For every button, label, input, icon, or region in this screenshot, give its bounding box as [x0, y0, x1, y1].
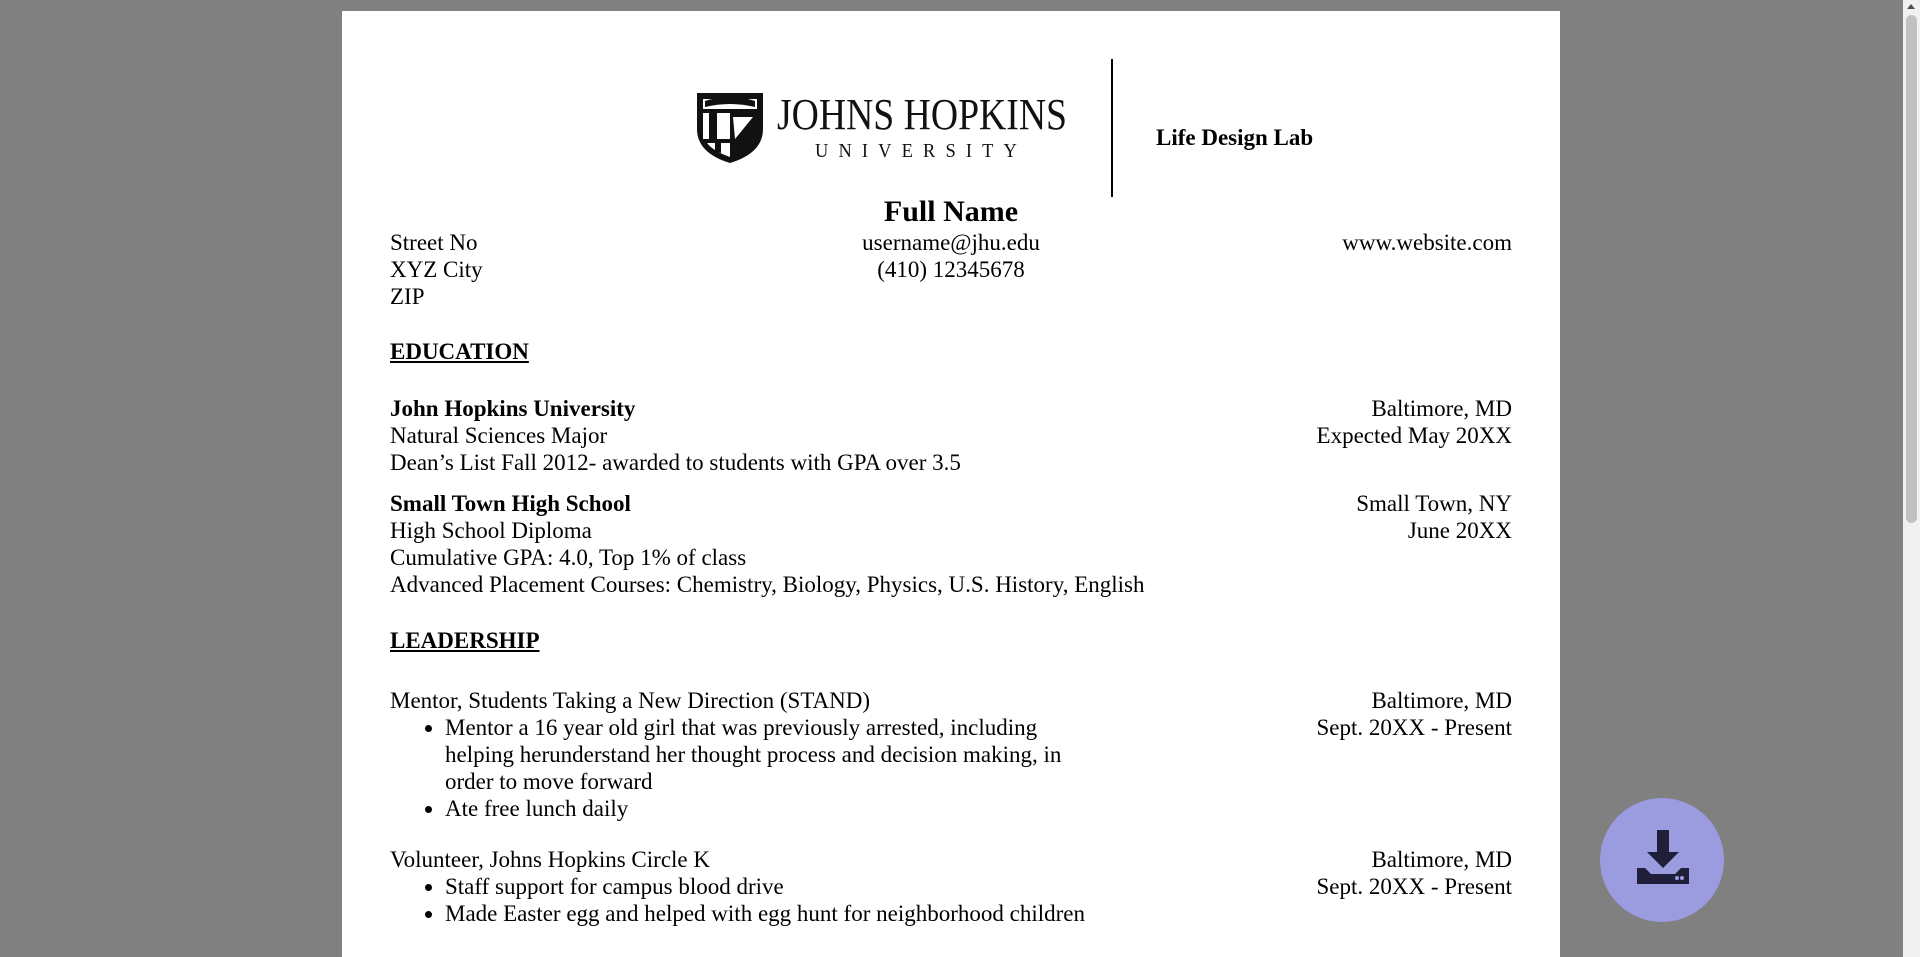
- email: username@jhu.edu: [862, 230, 1040, 255]
- leadership-title: Mentor, Students Taking a New Direction (STAND): [390, 688, 871, 713]
- education-degree: Natural Sciences Major: [390, 423, 608, 448]
- lab-name: Life Design Lab: [1156, 125, 1314, 150]
- resume-page: [342, 11, 1560, 957]
- education-degree: High School Diploma: [390, 518, 592, 543]
- education-location: Baltimore, MD: [1371, 396, 1512, 421]
- education-courses: Advanced Placement Courses: Chemistry, Biology, Physics, U.S. History, English: [390, 572, 1145, 597]
- header-divider: [1111, 59, 1113, 197]
- page-scrollbar[interactable]: [1903, 0, 1920, 957]
- jhu-shield-logo-icon: [695, 89, 1075, 165]
- bullet-item: • Mentor a 16 year old girl that was previously arrested, including helping herunderstand her thought process and decision making, in order to move forward: [445, 714, 1085, 795]
- svg-text:UNIVERSITY: UNIVERSITY: [815, 140, 1027, 162]
- download-button[interactable]: [1600, 798, 1724, 922]
- education-detail: Dean’s List Fall 2012- awarded to students with GPA over 3.5: [390, 450, 961, 475]
- leadership-date: Sept. 20XX - Present: [1316, 715, 1512, 740]
- download-icon: [1637, 830, 1689, 884]
- bullet-item: • Ate free lunch daily: [445, 795, 1085, 822]
- education-location: Small Town, NY: [1356, 491, 1512, 516]
- education-school: John Hopkins University: [390, 396, 636, 421]
- bullet-item: • Staff support for campus blood drive: [445, 873, 1205, 900]
- education-heading: EDUCATION: [390, 339, 529, 364]
- leadership-location: Baltimore, MD: [1371, 688, 1512, 713]
- education-school: Small Town High School: [390, 491, 631, 516]
- address-street: Street No: [390, 230, 478, 255]
- bullet-list: [390, 714, 1085, 822]
- document-header: [390, 59, 1512, 199]
- bullet-item: • Made Easter egg and helped with egg hunt for neighborhood children: [445, 900, 1205, 927]
- phone: (410) 12345678: [877, 257, 1025, 282]
- full-name: Full Name: [883, 195, 1019, 228]
- scrollbar-thumb[interactable]: [1906, 15, 1917, 523]
- leadership-heading: LEADERSHIP: [390, 628, 540, 653]
- website: www.website.com: [1342, 230, 1512, 255]
- address-city: XYZ City: [390, 257, 483, 282]
- leadership-date: Sept. 20XX - Present: [1316, 874, 1512, 899]
- leadership-title: Volunteer, Johns Hopkins Circle K: [390, 847, 710, 872]
- education-date: June 20XX: [1407, 518, 1512, 543]
- bullet-list: [390, 873, 1205, 927]
- education-date: Expected May 20XX: [1316, 423, 1512, 448]
- university-logo: [695, 89, 1075, 165]
- scroll-up-icon[interactable]: [1907, 4, 1915, 9]
- education-detail: Cumulative GPA: 4.0, Top 1% of class: [390, 545, 747, 570]
- svg-text:JOHNS HOPKINS: JOHNS HOPKINS: [777, 90, 1067, 139]
- leadership-location: Baltimore, MD: [1371, 847, 1512, 872]
- address-zip: ZIP: [390, 284, 425, 309]
